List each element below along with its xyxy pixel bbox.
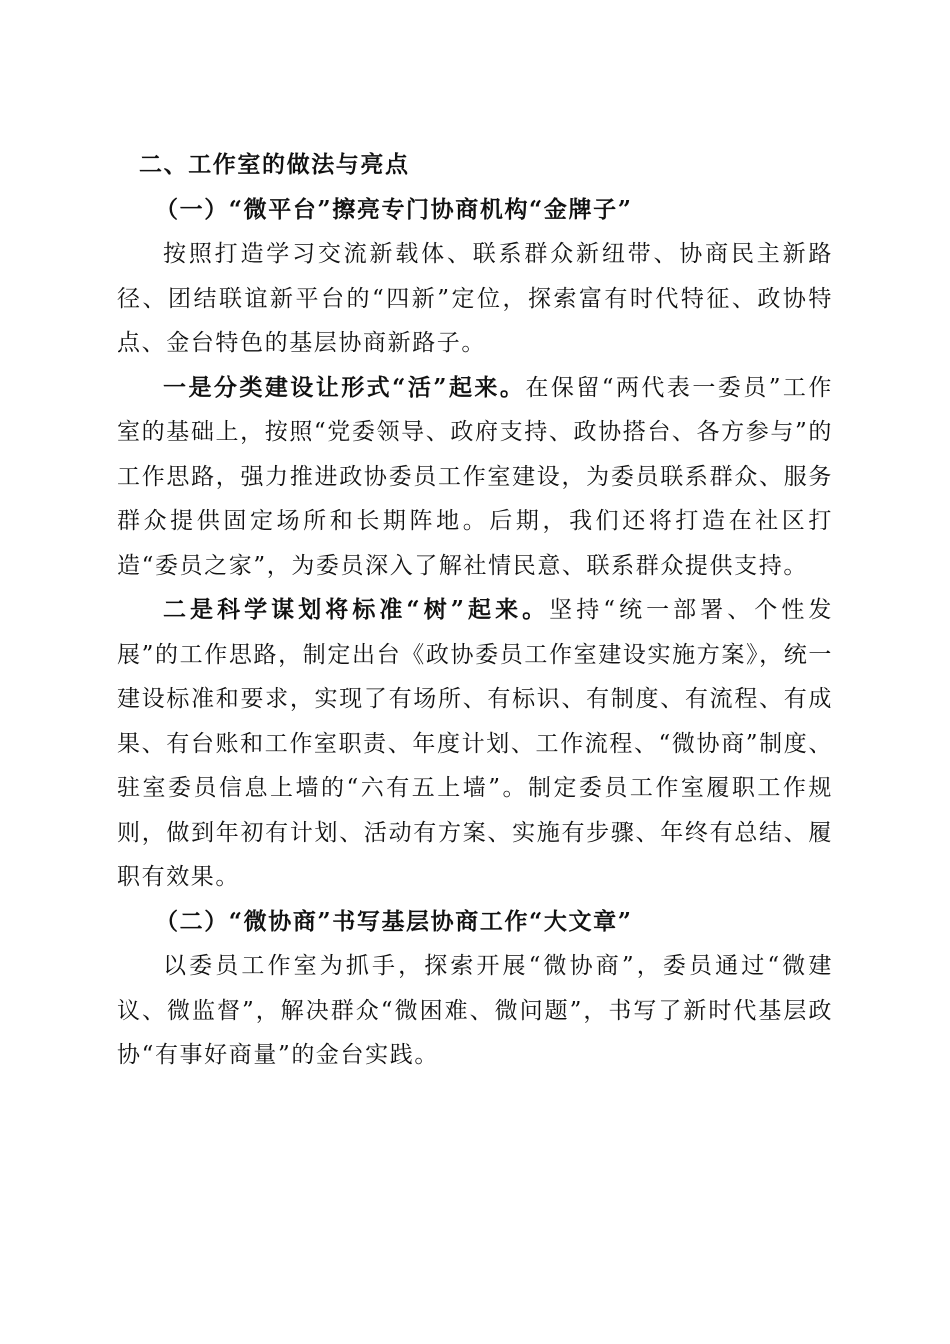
point-1-paragraph	[117, 366, 833, 589]
point-2-paragraph	[117, 588, 833, 900]
subsection-1-heading: （一）“微平台”擦亮专门协商机构“金牌子”	[155, 195, 633, 223]
document-body	[117, 143, 833, 1078]
subsection-1-intro: 按照打造学习交流新载体、联系群众新纽带、协商民主新路径、团结联谊新平台的“四新”定位，探索富有时代特征、政协特点、金台特色的基层协商新路子。	[117, 241, 833, 356]
point-2-lead: 二是科学谋划将标准“树”起来。	[163, 596, 550, 623]
point-2-body: 坚持“统一部署、个性发展”的工作思路，制定出台《政协委员工作室建设实施方案》，统一建设标准和要求，实现了有场所、有标识、有制度、有流程、有成果、有台账和工作室职责、年度计划、工作流程、“微协商”制度、驻室委员信息上墙的“六有五上墙”。制定委员工作室履职工作规则，做到年初有计划、活动有方案、实施有步骤、年终有总结、履职有效果。	[117, 597, 833, 890]
section-heading: 二、工作室的做法与亮点	[139, 151, 410, 178]
point-1-body: 在保留“两代表一委员”工作室的基础上，按照“党委领导、政府支持、政协搭台、各方参与”的工作思路，强力推进政协委员工作室建设，为委员联系群众、服务群众提供固定场所和长期阵地。后期，我们还将打造在社区打造“委员之家”，为委员深入了解社情民意、联系群众提供支持。	[117, 374, 833, 579]
subsection-2-heading: （二）“微协商”书写基层协商工作“大文章”	[155, 907, 633, 935]
point-1-lead: 一是分类建设让形式“活”起来。	[163, 373, 526, 401]
subsection-2-intro: 以委员工作室为抓手，探索开展“微协商”，委员通过“微建议、微监督”，解决群众“微困难、微问题”，书写了新时代基层政协“有事好商量”的金台实践。	[117, 953, 833, 1068]
